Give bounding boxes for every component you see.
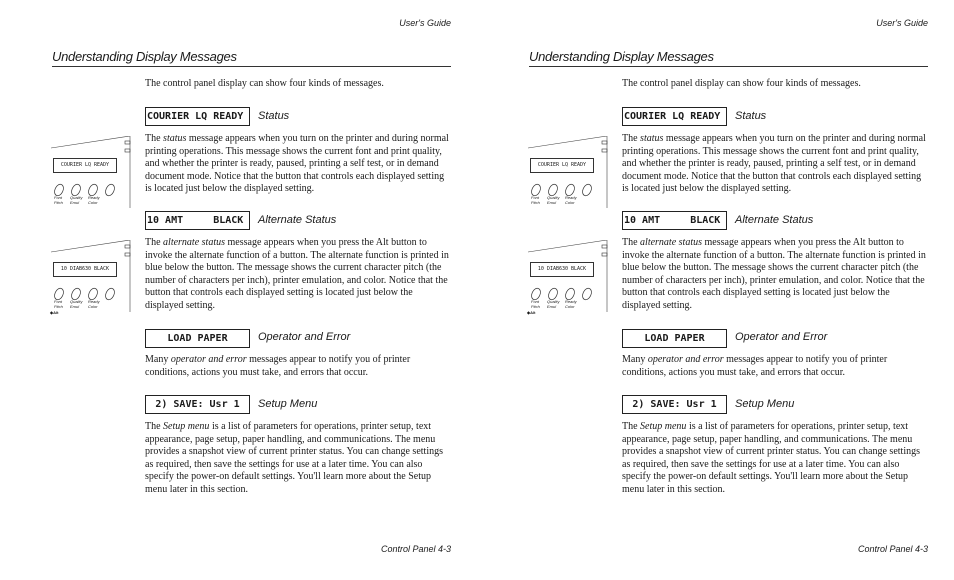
alternate-description [622,237,928,312]
color-label: Color [565,304,575,309]
page-right [477,0,954,580]
status-type-label: Status [258,110,290,122]
intro-text: The control panel display can show four kinds of messages. [145,78,384,89]
alternate-type-label: Alternate Status [735,214,814,226]
status-display-sample: COURIER LQ READY [145,107,250,126]
quality-label: Quality [547,299,560,304]
section-title: Understanding Display Messages [529,49,928,67]
alt-indicator: ◆Alt [527,310,536,315]
operator-type-label: Operator and Error [735,331,828,343]
quality-label: Quality [70,195,83,200]
term: status [640,133,664,144]
alternate-display-sample: 10 AMT BLACK [145,211,250,230]
font-label: Font [54,195,63,200]
alternate-display-sample: 10 AMT BLACK [622,211,727,230]
section-title: Understanding Display Messages [52,49,451,67]
text-run: messages appear to notify you of printer conditions, actions you must take, and errors that occur. [145,354,411,378]
page-footer: Control Panel 4-3 [380,544,451,554]
term: Setup menu [640,421,687,432]
text-run: The [145,133,164,144]
intro-text: The control panel display can show four kinds of messages. [622,78,861,89]
panel-display: COURIER LQ READY [53,158,117,173]
quality-label: Quality [547,195,560,200]
panel-display: 10 DIAB630 BLACK [53,262,117,277]
ready-label: Ready [88,195,100,200]
status-display-sample: COURIER LQ READY [622,107,727,126]
setup-type-label: Setup Menu [735,398,795,410]
term: status [163,133,187,144]
text-run: Many [622,354,648,365]
text-run: The [145,237,164,248]
control-panel-status-illustration [527,136,612,208]
term: alternate status [640,237,702,248]
ready-label: Ready [565,195,577,200]
alternate-description [145,237,451,312]
ready-label: Ready [88,299,100,304]
operator-type-label: Operator and Error [258,331,351,343]
text-run: message appears when you turn on the printer and during normal printing operations. This message shows the current font and print quality, and whether the printer is ready, paused, printing a self test, or in demand document mode. Notice that the button that controls each displayed setting is located just below the displayed setting. [145,133,449,194]
emul-label: Emul [547,200,557,205]
setup-description [622,421,928,496]
text-run: Many [145,354,171,365]
emul-label: Emul [70,200,80,205]
operator-description [622,354,928,379]
alt-indicator: ◆Alt [50,310,59,315]
setup-display-sample: 2) SAVE: Usr 1 [622,395,727,414]
term: operator and error [170,354,247,365]
term: alternate status [163,237,225,248]
term: Setup menu [163,421,210,432]
term: operator and error [647,354,724,365]
text-run: The [145,421,164,432]
control-panel-alt-illustration [50,240,135,315]
text-run: The [622,421,641,432]
text-run: messages appear to notify you of printer conditions, actions you must take, and errors that occur. [622,354,888,378]
status-description [145,133,451,196]
alternate-type-label: Alternate Status [258,214,337,226]
operator-description [145,354,451,379]
text-run: The [622,133,641,144]
text-run: is a list of parameters for operations, printer setup, text appearance, page setup, paper handling, and communications. The menu provides a snapshot view of current printer status. You can change settings as required, then save the settings for use at a later time. You can also specify the power-on default settings. You'll learn more about the Setup menu later in this section. [145,421,443,495]
font-label: Font [531,195,540,200]
text-run: message appears when you press the Alt button to invoke the alternate function of a button. The alternate function is printed in blue below the button. The message shows the current character pitch (the number of characters per inch), printer emulation, and color. Notice that the button that controls each displayed setting is located just below the displayed setting. [622,237,926,311]
color-label: Color [88,200,98,205]
control-panel-alt-illustration [527,240,612,315]
emul-label: Emul [547,304,557,309]
quality-label: Quality [70,299,83,304]
emul-label: Emul [70,304,80,309]
running-header: User's Guide [876,18,928,28]
running-header: User's Guide [399,18,451,28]
setup-type-label: Setup Menu [258,398,318,410]
font-label: Font [54,299,63,304]
pitch-label: Pitch [54,304,63,309]
control-panel-status-illustration [50,136,135,208]
text-run: message appears when you press the Alt button to invoke the alternate function of a button. The alternate function is printed in blue below the button. The message shows the current character pitch (the number of characters per inch), printer emulation, and color. Notice that the button that controls each displayed setting is located just below the displayed setting. [145,237,449,311]
alt-label: Alt [530,310,536,315]
pitch-label: Pitch [54,200,63,205]
operator-display-sample: LOAD PAPER [622,329,727,348]
font-label: Font [531,299,540,304]
ready-label: Ready [565,299,577,304]
text-run: message appears when you turn on the printer and during normal printing operations. This message shows the current font and print quality, and whether the printer is ready, paused, printing a self test, or in demand document mode. Notice that the button that controls each displayed setting is located just below the displayed setting. [622,133,926,194]
pitch-label: Pitch [531,200,540,205]
text-run: The [622,237,641,248]
text-run: is a list of parameters for operations, printer setup, text appearance, page setup, paper handling, and communications. The menu provides a snapshot view of current printer status. You can change settings as required, then save the settings for use at a later time. You can also specify the power-on default settings. You'll learn more about the Setup menu later in this section. [622,421,920,495]
color-label: Color [88,304,98,309]
alt-label: Alt [53,310,59,315]
status-description [622,133,928,196]
panel-display: 10 DIAB630 BLACK [530,262,594,277]
page-footer: Control Panel 4-3 [857,544,928,554]
setup-display-sample: 2) SAVE: Usr 1 [145,395,250,414]
pitch-label: Pitch [531,304,540,309]
panel-display: COURIER LQ READY [530,158,594,173]
color-label: Color [565,200,575,205]
status-type-label: Status [735,110,767,122]
operator-display-sample: LOAD PAPER [145,329,250,348]
setup-description [145,421,451,496]
